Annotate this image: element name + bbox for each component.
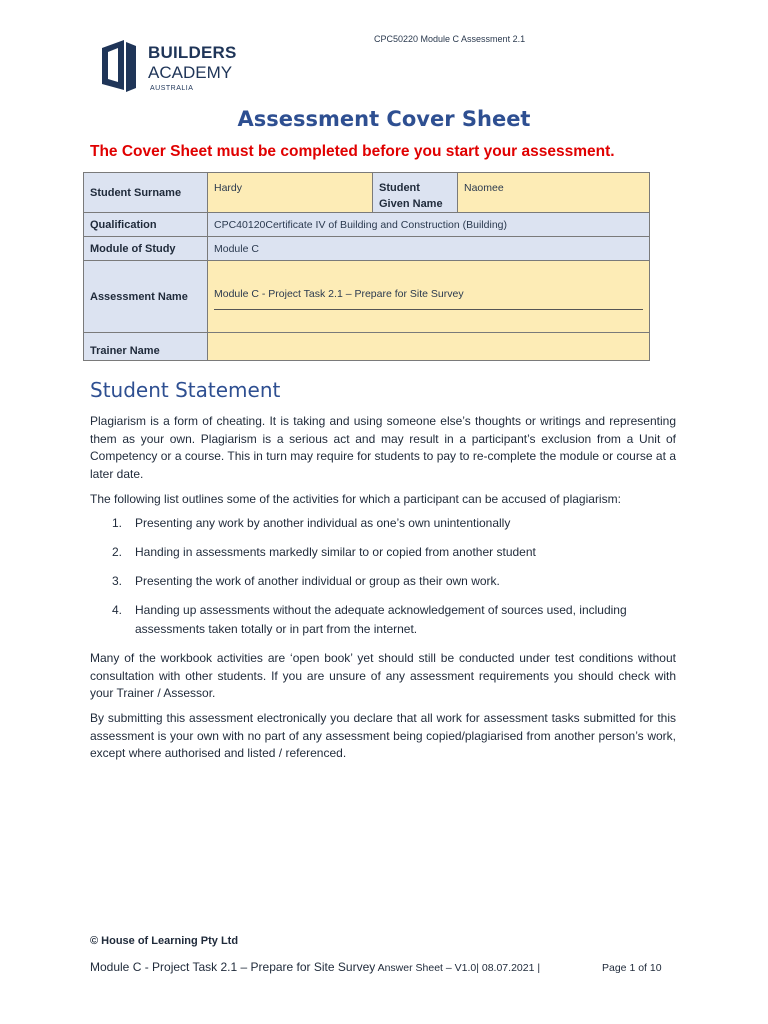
trainer-name-field[interactable] [208, 333, 650, 361]
footer-title-text: Module C - Project Task 2.1 – Prepare for Site Survey [90, 960, 376, 974]
table-row [84, 333, 650, 361]
footer-version-text: Answer Sheet – V1.0| 08.07.2021 | [375, 962, 541, 974]
qualification-label: Qualification [84, 213, 208, 237]
list-item-number: 2. [112, 545, 123, 559]
page-title: Assessment Cover Sheet [237, 107, 531, 131]
footer-document-title [90, 960, 540, 974]
builders-academy-logo [100, 38, 237, 96]
cover-sheet-warning: The Cover Sheet must be completed before you start your assessment. [90, 143, 615, 160]
document-reference: CPC50220 Module C Assessment 2.1 [374, 34, 526, 44]
activities-intro-paragraph: The following list outlines some of the activities for which a participant can be accused of plagiarism: [90, 492, 621, 506]
list-item-number: 3. [112, 574, 123, 588]
module-of-study-field: Module C [208, 237, 650, 261]
qualification-field: CPC40120Certificate IV of Building and Construction (Building) [208, 213, 650, 237]
student-surname-label: Student Surname [84, 173, 208, 213]
list-item-text: Handing up assessments without the adequate acknowledgement of sources used, including assessments taken totally or in part from the internet. [135, 603, 627, 636]
footer-page-number: Page 1 of 10 [602, 962, 662, 974]
student-given-name-label: Student Given Name [373, 173, 458, 213]
assessment-name-cell [208, 261, 650, 333]
list-item [90, 543, 676, 562]
assessment-name-field[interactable]: Module C - Project Task 2.1 – Prepare for Site Survey [214, 287, 464, 300]
cover-sheet-table [83, 172, 650, 361]
plagiarism-activities-list [90, 514, 676, 649]
table-row [84, 261, 650, 333]
assessment-name-underline [214, 309, 643, 310]
list-item-text: Presenting any work by another individual as one’s own unintentionally [135, 516, 511, 530]
plagiarism-paragraph: Plagiarism is a form of cheating. It is taking and using someone else’s thoughts or writings and representing them as your own. Plagiarism is a serious act and may result in a participant’s exclusion from a Unit of Competency or a course. This in turn may require for students to pay to re-complete the module or course at a later date. [90, 414, 676, 481]
logo-text-builders: BUILDERS [148, 43, 237, 62]
declaration-paragraph: By submitting this assessment electronically you declare that all work for assessment tasks submitted for this assessment is your own with no part of any assessment being copied/plagiarised from another person’s work, except where authorised and listed / referenced. [90, 711, 676, 760]
student-statement-heading: Student Statement [90, 378, 281, 402]
list-item [90, 572, 676, 591]
open-book-paragraph: Many of the workbook activities are ‘open book’ yet should still be conducted under test conditions without consultation with other students. If you are unsure of any assessment requirements you should check with your Trainer / Assessor. [90, 651, 676, 700]
module-of-study-label: Module of Study [84, 237, 208, 261]
table-row [84, 237, 650, 261]
trainer-name-label: Trainer Name [84, 333, 208, 361]
list-item-number: 1. [112, 516, 123, 530]
student-surname-field[interactable]: Hardy [208, 173, 373, 213]
list-item [90, 514, 676, 533]
list-item-number: 4. [112, 603, 123, 617]
builders-academy-logo-icon [100, 38, 138, 96]
list-item-text: Handing in assessments markedly similar to or copied from another student [135, 545, 536, 559]
student-given-name-field[interactable]: Naomee [458, 173, 650, 213]
list-item [90, 601, 676, 639]
logo-text-academy: ACADEMY [148, 63, 233, 82]
list-item-text: Presenting the work of another individual or group as their own work. [135, 574, 500, 588]
table-row [84, 173, 650, 213]
footer-copyright: © House of Learning Pty Ltd [90, 935, 239, 947]
logo-text-australia: AUSTRALIA [150, 85, 194, 92]
table-row [84, 213, 650, 237]
assessment-name-label: Assessment Name [84, 261, 208, 333]
